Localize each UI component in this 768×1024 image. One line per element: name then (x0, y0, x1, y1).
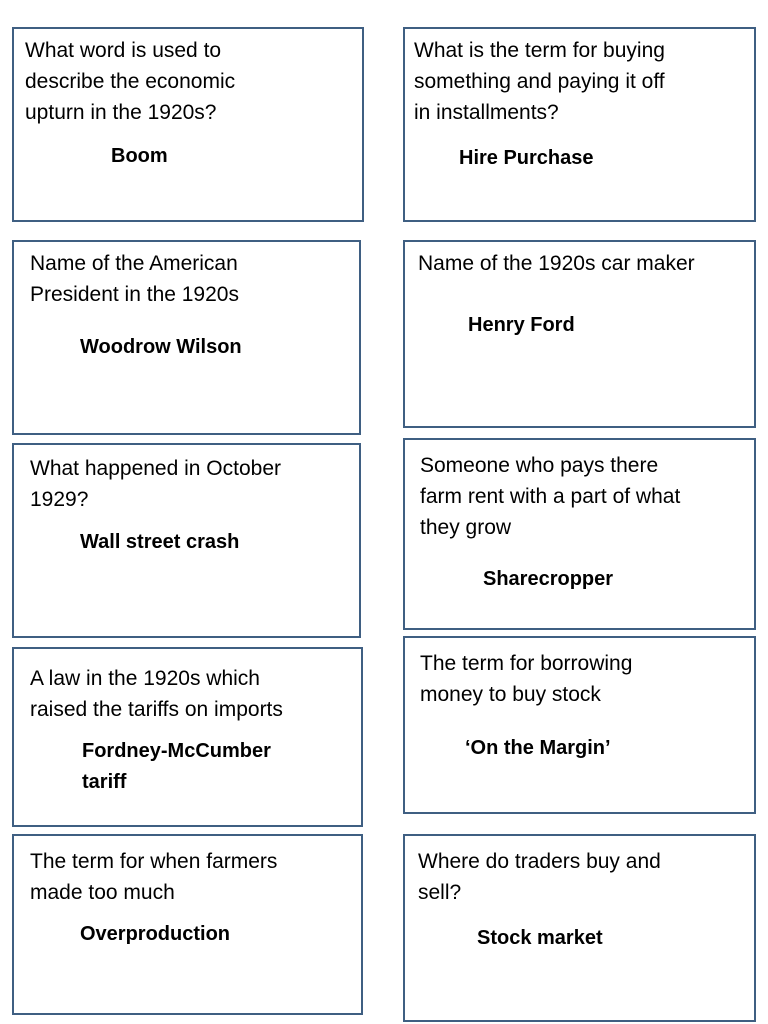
card-answer: Overproduction (80, 923, 231, 945)
card-answer: Fordney-McCumber tariff (82, 740, 271, 793)
card-stock-market (403, 834, 756, 1022)
card-fordney-mccumber (12, 647, 363, 827)
card-answer: Hire Purchase (459, 147, 594, 169)
card-answer: Sharecropper (483, 568, 614, 590)
card-answer: Henry Ford (468, 314, 575, 336)
card-question: What is the term for buying something and paying it off in installments? (414, 39, 665, 124)
card-question: A law in the 1920s which raised the tariffs on imports (30, 667, 283, 721)
card-answer: Wall street crash (80, 531, 240, 553)
card-answer: Stock market (477, 927, 603, 949)
card-question: The term for borrowing money to buy stock (420, 652, 633, 706)
card-question: Someone who pays there farm rent with a part of what they grow (420, 454, 681, 539)
card-question: Name of the 1920s car maker (418, 252, 695, 275)
card-boom (12, 27, 364, 222)
card-answer: Woodrow Wilson (80, 336, 242, 358)
card-question: Where do traders buy and sell? (418, 850, 661, 904)
card-woodrow-wilson (12, 240, 361, 435)
card-henry-ford (403, 240, 756, 428)
card-overproduction (12, 834, 363, 1015)
card-answer: ‘On the Margin’ (465, 737, 611, 759)
card-question: What word is used to describe the economic upturn in the 1920s? (25, 39, 236, 124)
card-wall-street-crash (12, 443, 361, 638)
card-question: The term for when farmers made too much (30, 850, 278, 904)
card-sharecropper (403, 438, 756, 630)
card-on-the-margin (403, 636, 756, 814)
card-question: Name of the American President in the 1920s (30, 252, 239, 306)
card-hire-purchase (403, 27, 756, 222)
card-question: What happened in October 1929? (30, 457, 281, 511)
card-answer: Boom (111, 145, 168, 167)
